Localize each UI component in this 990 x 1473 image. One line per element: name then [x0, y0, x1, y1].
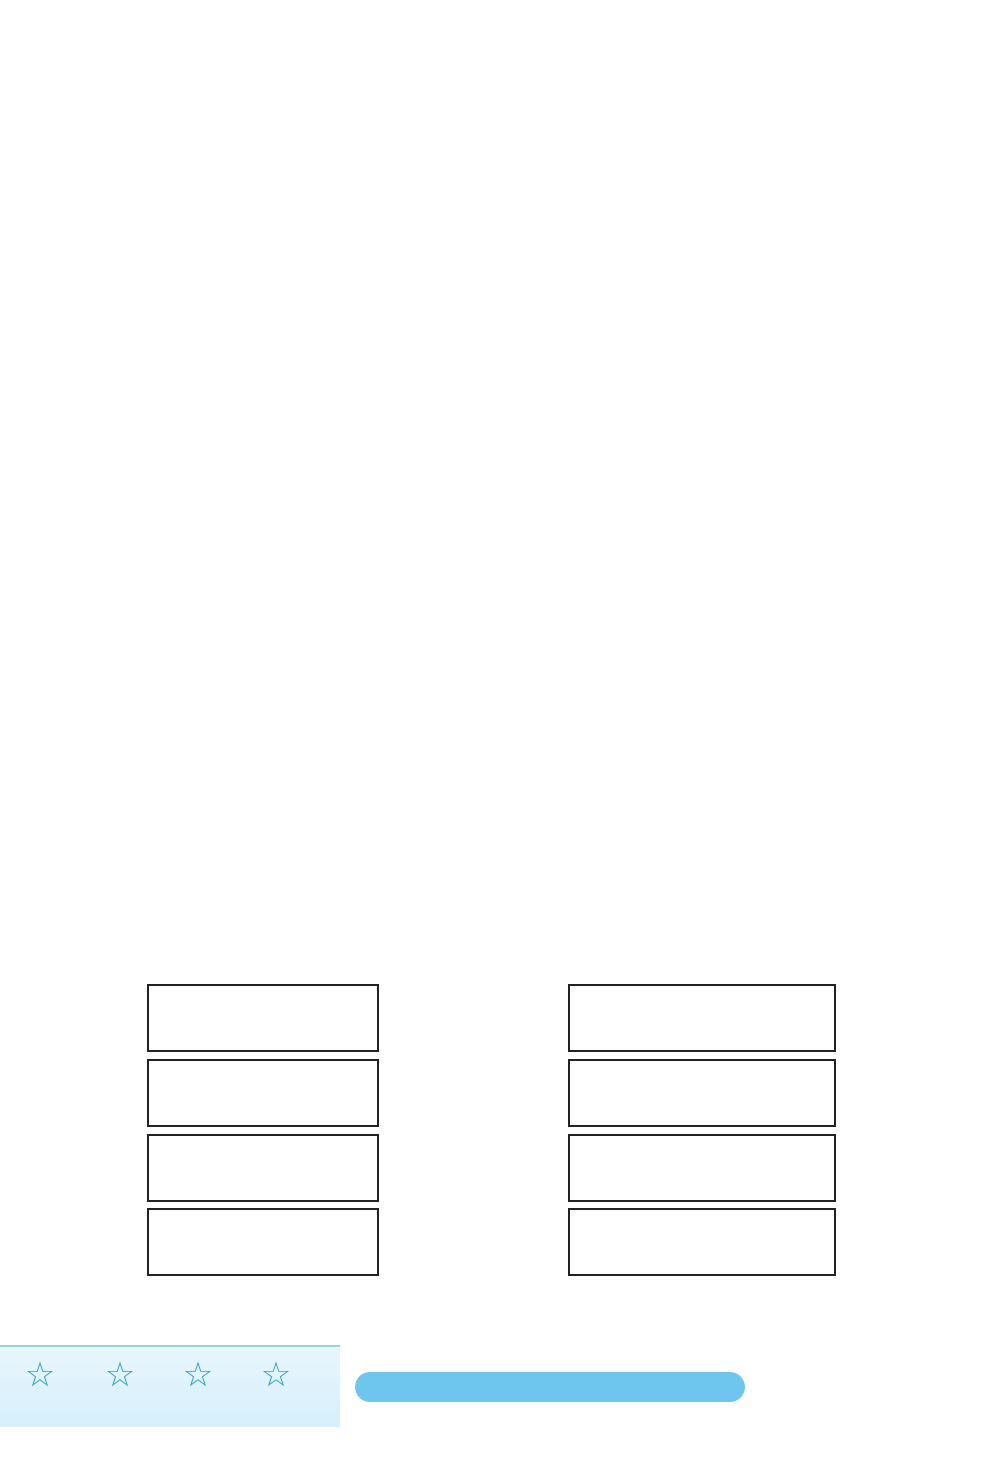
star-item-4	[241, 1355, 311, 1397]
star-item-3	[163, 1355, 233, 1397]
footer-slogan	[355, 1372, 745, 1402]
bottom-decorative-border	[760, 1365, 990, 1415]
footer-stars	[0, 1345, 340, 1425]
star-item-2	[85, 1355, 155, 1397]
star-icon: ☆	[182, 1355, 214, 1395]
star-icon: ☆	[260, 1355, 292, 1395]
star-item-1	[5, 1355, 75, 1397]
star-icon: ☆	[104, 1355, 136, 1395]
star-icon: ☆	[24, 1355, 56, 1395]
